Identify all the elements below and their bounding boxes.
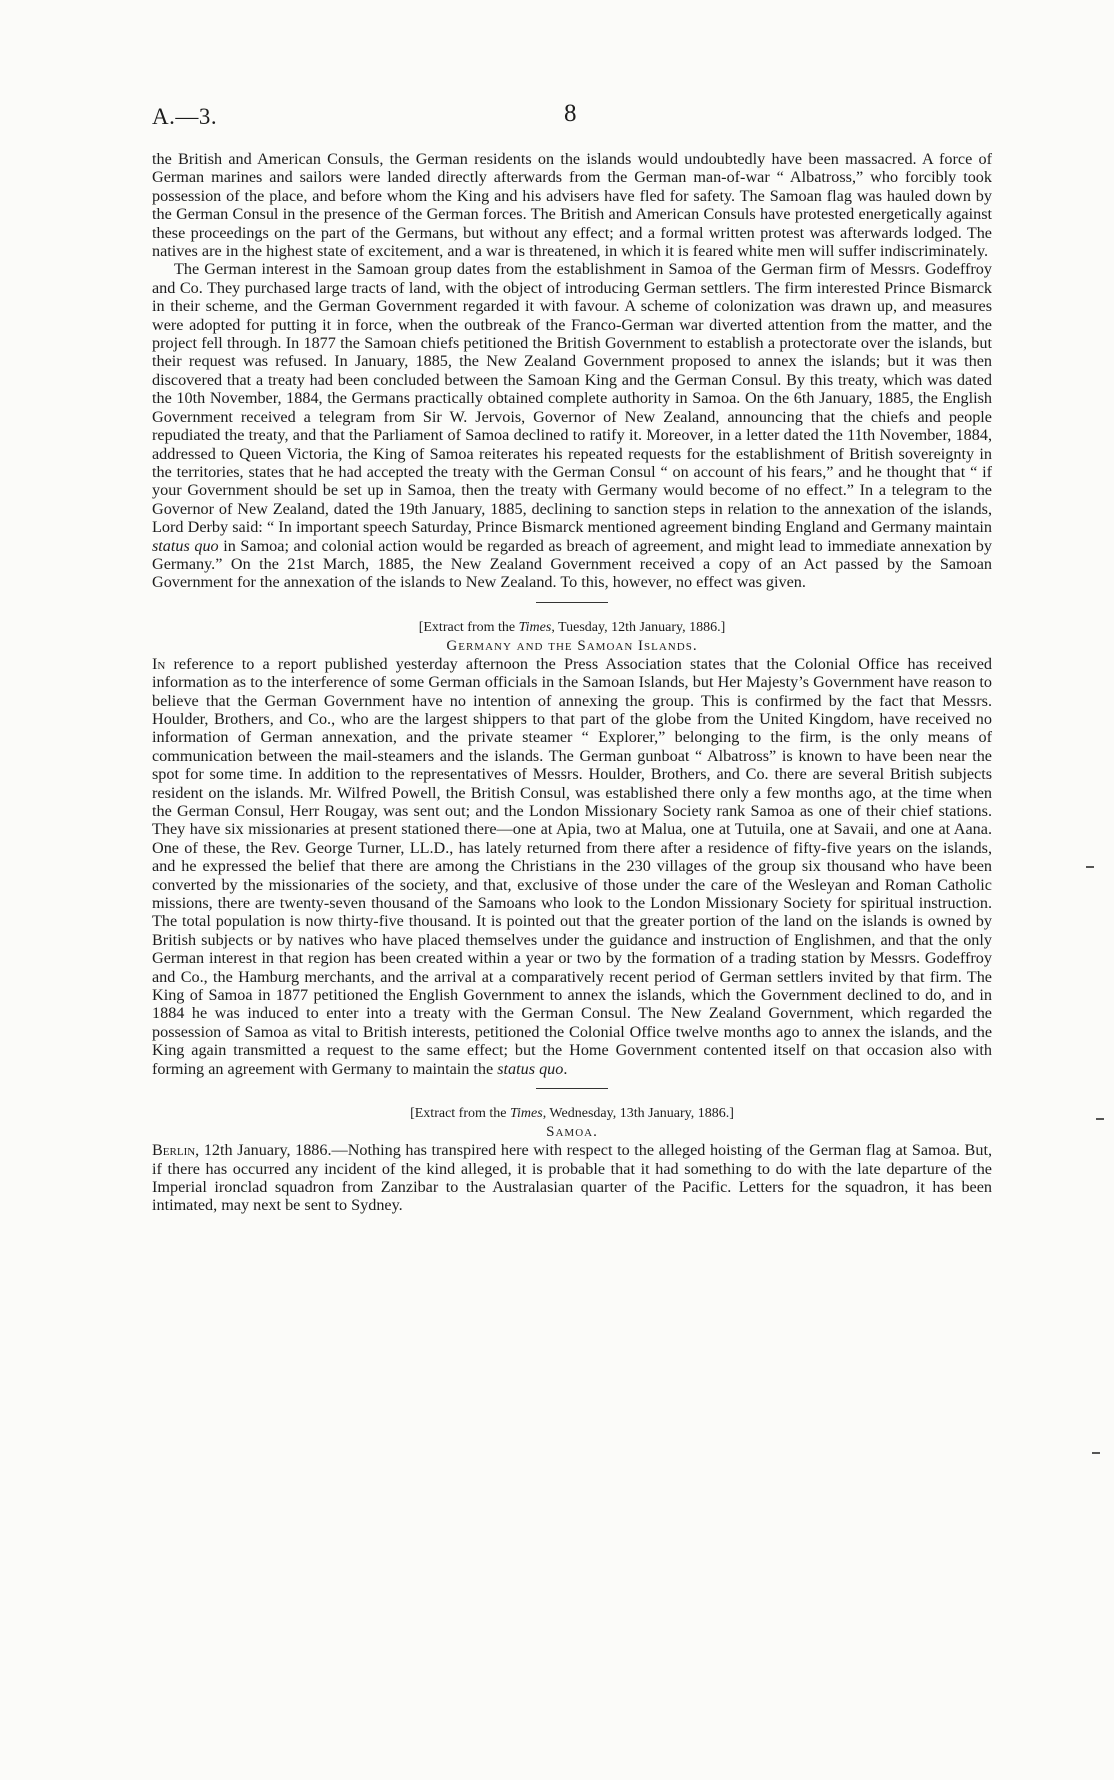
extract-text: reference to a report published yesterday afternoon the Press Association states that the Colonial Office has received information as to the interference of some German officials in the Samoan Islands, but Her Majesty’s Government have reason to believe that the German Government have no intention of annexing the group. This is confirmed by the fact that Messrs. Houlder, Brothers, and Co., who are the largest shippers to that part of the globe from the United Kingdom, have received no information of German annexation, and the private steamer “ Explorer,” belonging to the firm, is the only means of communication between the mail-steamers and the islands. The German gunboat “ Albatross” is known to have been near the spot for some time. In addition to the representatives of Messrs. Houlder, Brothers, and Co. there are several British subjects resident on the islands. Mr. Wilfred Powell, the British Consul, was established there only a few months ago, at the time when the German Consul, Herr Rougay, was sent out; and the London Missionary Society rank Samoa as one of their chief stations. They have six missionaries at present stationed there—one at Apia, two at Malua, one at Tutuila, one at Savaii, and one at Aana. One of these, the Rev. George Turner, LL.D., has lately returned from there after a residence of fifty-five years on the islands, and he expressed the belief that there are among the Christians in the 230 villages of the group six thousand who have been converted by the missionaries of the society, and that, exclusive of those under the care of the Wesleyan and Roman Catholic missions, there are twenty-seven thousand of the Samoans who look to the London Missionary Society for spiritual instruction. The total population is now thirty-five thousand. It is pointed out that the greater portion of the land on the islands is owned by British subjects or by natives who have placed themselves under the guidance and instruction of Englishmen, and that the only German interest in that region has been created within a year or two by the formation of a trading station by Messrs. Godeffroy and Co., the Hamburg merchants, and the arrival at a comparatively recent period of German settlers invited by that firm. The King of Samoa in 1877 petitioned the English Government to annex the islands, which the Government declined to do, and in 1884 he was induced to enter into a treaty with the German Consul. The New Zealand Government, which regarded the possession of Samoa as vital to British interests, petitioned the Colonial Office twelve months ago to annex the islands, and the King again transmitted a request to the same effect; but the Home Government contented itself on that occasion also with forming an agreement with Germany to maintain the	[152, 654, 992, 1078]
extract-heading-date: , Tuesday, 12th January, 1886.]	[551, 619, 726, 635]
extract-heading	[152, 1105, 992, 1123]
paragraph-text: in Samoa; and colonial action would be regarded as breach of agreement, and might lead to immediate annexation by Germany.” On the 21st March, 1885, the New Zealand Government received a copy of an Act passed by the Samoan Government for the annexation of the islands to New Zealand. To this, however, no effect was given.	[152, 536, 992, 592]
italic-phrase: status quo	[152, 536, 219, 555]
extract-text: 12th January, 1886.—Nothing has transpired here with respect to the alleged hoisting of the German flag at Samoa. But, if there has occurred any incident of the kind alleged, it is probable that it had something to do with the late departure of the Imperial ironclad squadron from Zanzibar to the Australasian quarter of the Pacific. Letters for the squadron, it has been intimated, may next be sent to Sydney.	[152, 1141, 992, 1215]
italic-phrase: status quo	[497, 1059, 564, 1078]
page-header	[152, 100, 992, 140]
newspaper-name: Times	[518, 619, 552, 635]
section-title: Samoa.	[546, 1124, 598, 1141]
section-divider	[536, 1088, 608, 1089]
lead-word: Berlin,	[152, 1141, 200, 1160]
lead-word: In	[152, 654, 166, 673]
section-title: Germany and the Samoan Islands.	[446, 637, 698, 654]
extract-heading-text: [Extract from the	[410, 1106, 507, 1122]
extract-heading-date: , Wednesday, 13th January, 1886.]	[542, 1106, 734, 1122]
section-divider	[536, 602, 608, 603]
extract-heading-text: [Extract from the	[418, 619, 516, 635]
margin-mark	[1096, 1118, 1104, 1120]
margin-mark	[1092, 1452, 1100, 1454]
paragraph-german-interest	[152, 260, 992, 591]
paragraph-text: The German interest in the Samoan group dates from the establishment in Samoa of the German firm of Messrs. Godeffroy and Co. They purchased large tracts of land, with the object of introducing German settlers. The firm interested Prince Bismarck in their scheme, and the German Government regarded it with favour. A scheme of colonization was drawn up, and measures were adopted for putting it in force, when the outbreak of the Franco-German war diverted attention from the matter, and the project fell through. In 1877 the Samoan chiefs petitioned the British Government to establish a protectorate over the islands, but their request was refused. In January, 1885, the New Zealand Government proposed to annex the islands; but it was then discovered that a treaty had been concluded between the Samoan King and the German Consul. By this treaty, which was dated the 10th November, 1884, the Germans practically obtained complete authority in Samoa. On the 6th January, 1885, the English Government received a telegram from Sir W. Jervois, Governor of New Zealand, announcing that the chiefs and people repudiated the treaty, and that the Parliament of Samoa declined to ratify it. Moreover, in a letter dated the 11th November, 1884, addressed to Queen Victoria, the King of Samoa reiterates his repeated requests for the establishment of British sovereignty in the territories, states that he had accepted the treaty with the German Consul “ on account of his fears,” and he thought that “ if your Government should be set up in Samoa, then the treaty with Germany would become of no effect.” In a telegram to the Governor of New Zealand, dated the 19th January, 1885, declining to sanction steps in relation to the annexation of the islands, Lord Derby said: “ In important speech Saturday, Prince Bismarck mentioned agreement binding England and Germany maintain	[152, 260, 992, 537]
document-body	[152, 150, 992, 1215]
extract-paragraph	[152, 1141, 992, 1215]
sentence-end: .	[563, 1059, 568, 1078]
newspaper-name: Times	[510, 1106, 543, 1122]
extract-heading	[152, 619, 992, 637]
page-number: 8	[564, 100, 577, 127]
document-reference: A.—3.	[152, 104, 218, 129]
extract-paragraph	[152, 655, 992, 1078]
margin-mark	[1086, 866, 1094, 868]
paragraph-continuation: the British and American Consuls, the German residents on the islands would undoubtedly have been massacred. A force of German marines and sailors were landed directly afterwards from the German man-of-war “ Albatross,” who forcibly took possession of the place, and before whom the King and his advisers have fled for safety. The Samoan flag was hauled down by the German Consul in the presence of the German forces. The British and American Consuls have protested energetically against these proceedings on the part of the Germans, but without any effect; and a formal written protest was afterwards lodged. The natives are in the highest state of excitement, and a war is threatened, in which it is feared white men will suffer indiscriminately.	[152, 150, 992, 261]
